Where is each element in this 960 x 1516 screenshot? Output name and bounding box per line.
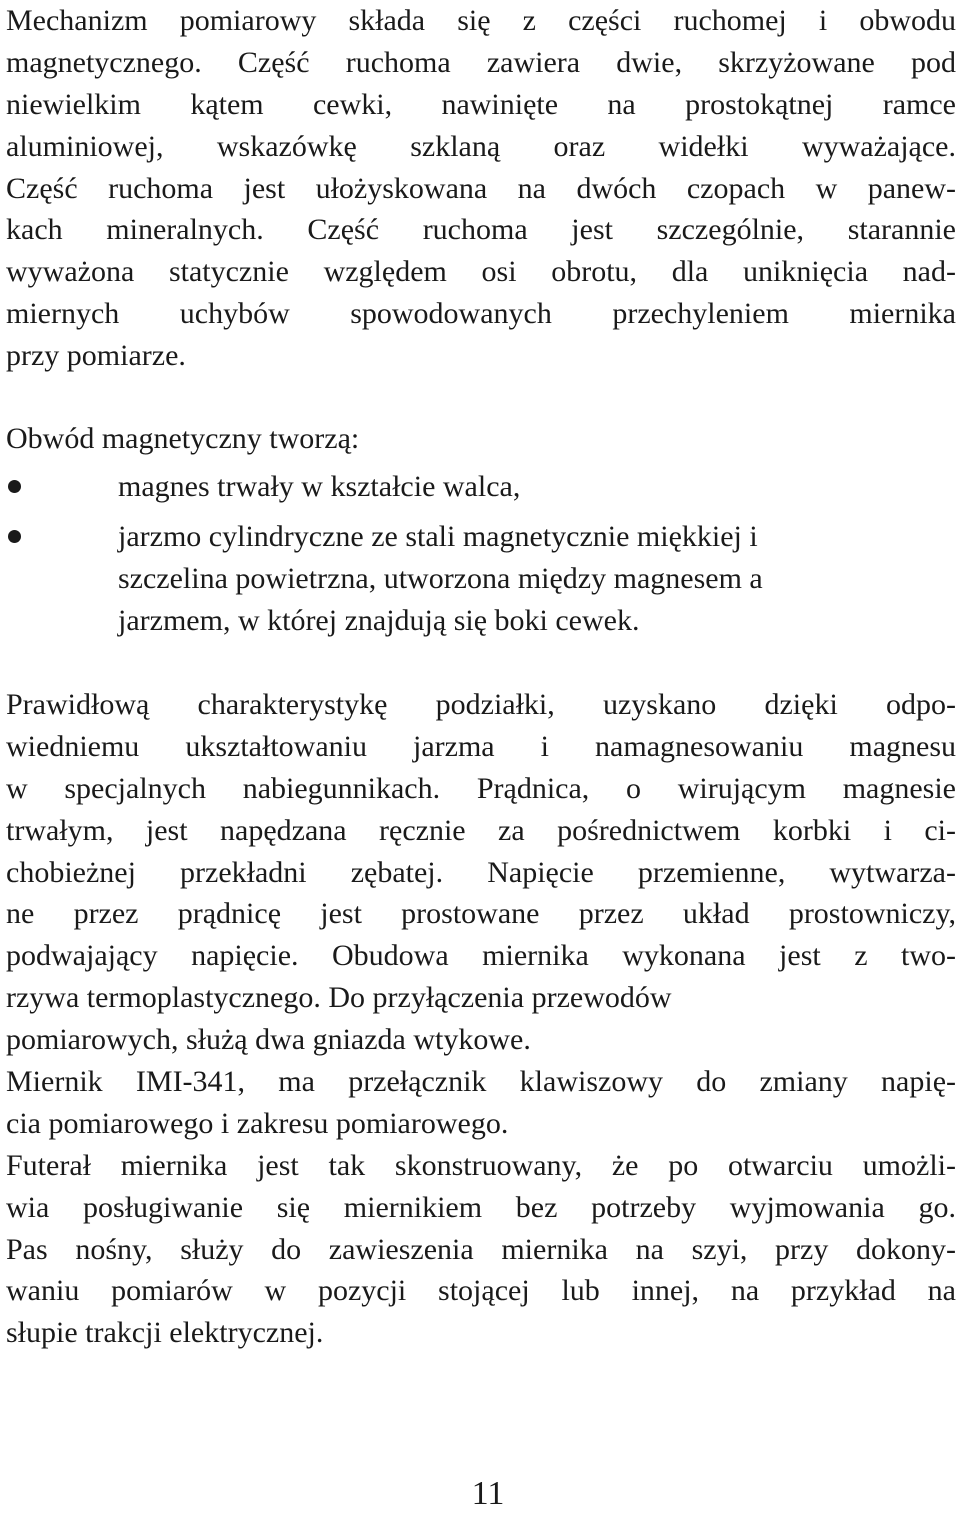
text-line: pomiarowych, służą dwa gniazda wtykowe. <box>6 1023 531 1057</box>
text-line: Pas nośny, służy do zawieszenia miernika na szyi, przy dokony- <box>6 1232 956 1266</box>
text-line: podwajający napięcie. Obudowa miernika wykonana jest z two- <box>6 939 956 973</box>
text-line: wyważona statycznie względem osi obrotu, dla uniknięcia nad- <box>6 255 956 289</box>
bullet-list <box>6 466 956 650</box>
list-intro: Obwód magnetyczny tworzą: <box>6 422 360 455</box>
text-line: chobieżnej przekładni zębatej. Napięcie przemienne, wytwarza- <box>6 855 956 889</box>
text-line: Mechanizm pomiarowy składa się z części ruchomej i obwodu <box>6 4 956 37</box>
bullet-icon <box>8 530 21 543</box>
text-line: słupie trakcji elektrycznej. <box>6 1316 324 1350</box>
text-line: niewielkim kątem cewki, nawinięte na prostokątnej ramce <box>6 87 956 121</box>
text-line: magnetycznego. Część ruchoma zawiera dwie, skrzyżowane pod <box>6 45 956 79</box>
text-line: jarzmem, w której znajdują się boki cewek. <box>118 604 640 637</box>
text-line: Część ruchoma jest ułożyskowana na dwóch czopach w panew- <box>6 171 956 205</box>
page-number: 11 <box>471 1475 505 1512</box>
paragraph-mechanism <box>6 0 956 377</box>
list-item <box>6 466 956 508</box>
text-line: w specjalnych nabiegunnikach. Prądnica, o wirującym magnesie <box>6 771 956 805</box>
text-line: szczelina powietrzna, utworzona między magnesem a <box>118 562 763 595</box>
text-line: Futerał miernika jest tak skonstruowany, że po otwarciu umożli- <box>6 1148 956 1182</box>
text-line: miernych uchybów spowodowanych przechyleniem miernika <box>6 297 956 331</box>
text-line: kach mineralnych. Część ruchoma jest szczególnie, starannie <box>6 213 956 247</box>
text-line: wia posługiwanie się miernikiem bez potrzeby wyjmowania go. <box>6 1190 956 1224</box>
text-line: trwałym, jest napędzana ręcznie za pośrednictwem korbki i ci- <box>6 813 956 847</box>
bullet-icon <box>8 480 21 493</box>
text-line: Miernik IMI-341, ma przełącznik klawiszowy do zmiany napię- <box>6 1065 956 1099</box>
list-item-text <box>118 466 956 508</box>
text-line: jarzmo cylindryczne ze stali magnetycznie miękkiej i <box>118 520 758 553</box>
text-line: waniu pomiarów w pozycji stojącej lub innej, na przykład na <box>6 1274 956 1308</box>
text-line: rzywa termoplastycznego. Do przyłączenia przewodów <box>6 981 672 1015</box>
text-line: aluminiowej, wskazówkę szklaną oraz widełki wyważające. <box>6 129 956 163</box>
paragraph-characteristics <box>6 684 956 1354</box>
list-item-text <box>118 516 956 642</box>
text-line: magnes trwały w kształcie walca, <box>118 470 521 503</box>
text-line: przy pomiarze. <box>6 339 186 373</box>
text-line: cia pomiarowego i zakresu pomiarowego. <box>6 1106 509 1140</box>
text-line: ne przez prądnicę jest prostowane przez układ prostowniczy, <box>6 897 956 931</box>
text-line: Prawidłową charakterystykę podziałki, uzyskano dzięki odpo- <box>6 688 956 721</box>
list-item <box>6 516 956 642</box>
text-line: wiedniemu ukształtowaniu jarzma i namagnesowaniu magnesu <box>6 729 956 763</box>
